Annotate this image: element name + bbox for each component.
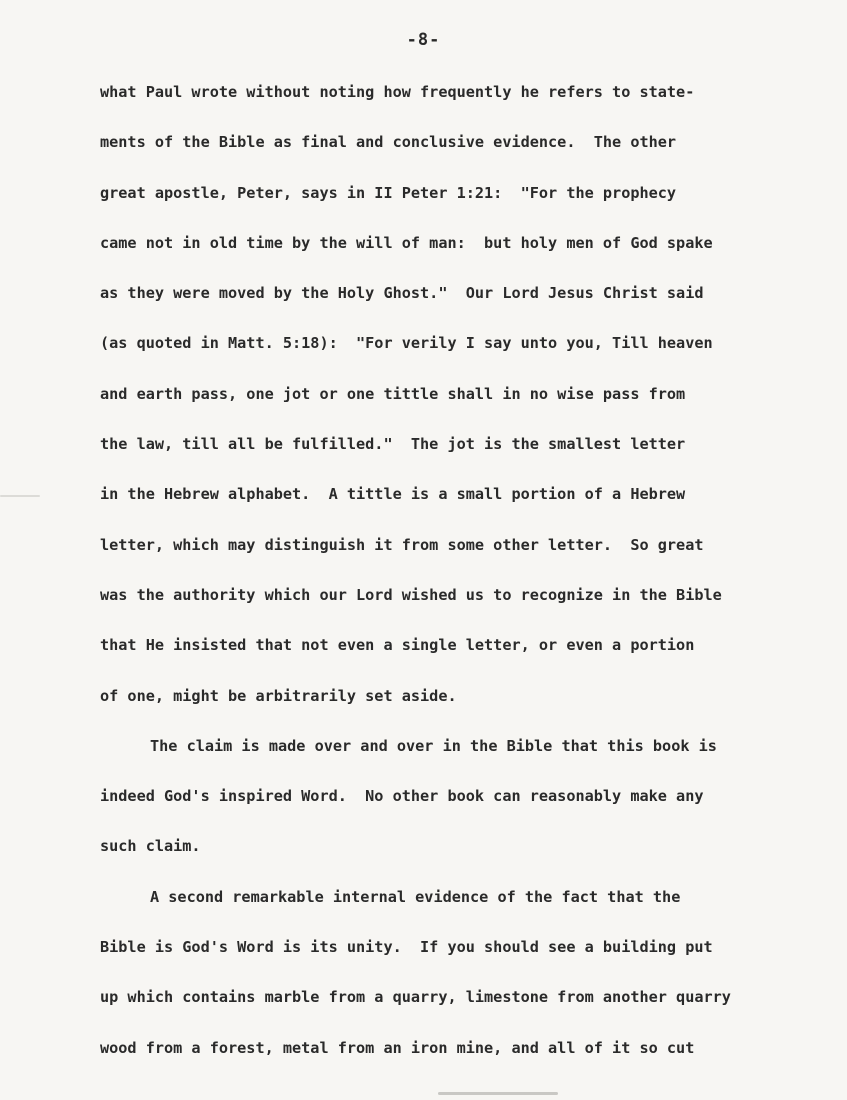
text-line-indented: The claim is made over and over in the Bible that this book is: [150, 736, 717, 755]
text-line: the law, till all be fulfilled." The jot is the smallest letter: [100, 435, 686, 454]
text-line: of one, might be arbitrarily set aside.: [100, 686, 457, 705]
text-line: letter, which may distinguish it from some other letter. So great: [100, 535, 704, 554]
text-line: indeed God's inspired Word. No other book can reasonably make any: [100, 787, 704, 806]
text-line-indented: A second remarkable internal evidence of the fact that the: [150, 887, 681, 906]
page-number: -8-: [406, 30, 441, 50]
text-line: great apostle, Peter, says in II Peter 1:21: "For the prophecy: [100, 183, 677, 202]
text-line: what Paul wrote without noting how frequently he refers to state-: [100, 83, 695, 101]
scan-speck: [438, 1092, 558, 1095]
text-line: ments of the Bible as final and conclusive evidence. The other: [100, 133, 677, 152]
text-line: such claim.: [100, 837, 201, 856]
text-line: came not in old time by the will of man: but holy men of God spake: [100, 233, 713, 252]
text-line: as they were moved by the Holy Ghost." Our Lord Jesus Christ said: [100, 284, 704, 303]
text-line: and earth pass, one jot or one tittle shall in no wise pass from: [100, 384, 686, 403]
text-line: was the authority which our Lord wished us to recognize in the Bible: [100, 585, 722, 604]
text-line: in the Hebrew alphabet. A tittle is a small portion of a Hebrew: [100, 485, 686, 504]
body-text: [100, 80, 820, 1086]
scan-speck: [0, 495, 40, 497]
text-line: that He insisted that not even a single letter, or even a portion: [100, 636, 695, 655]
text-line: (as quoted in Matt. 5:18): "For verily I say unto you, Till heaven: [100, 334, 713, 353]
text-line: up which contains marble from a quarry, limestone from another quarry: [100, 988, 731, 1007]
text-line: wood from a forest, metal from an iron mine, and all of it so cut: [100, 1038, 695, 1057]
text-line: Bible is God's Word is its unity. If you should see a building put: [100, 938, 713, 957]
